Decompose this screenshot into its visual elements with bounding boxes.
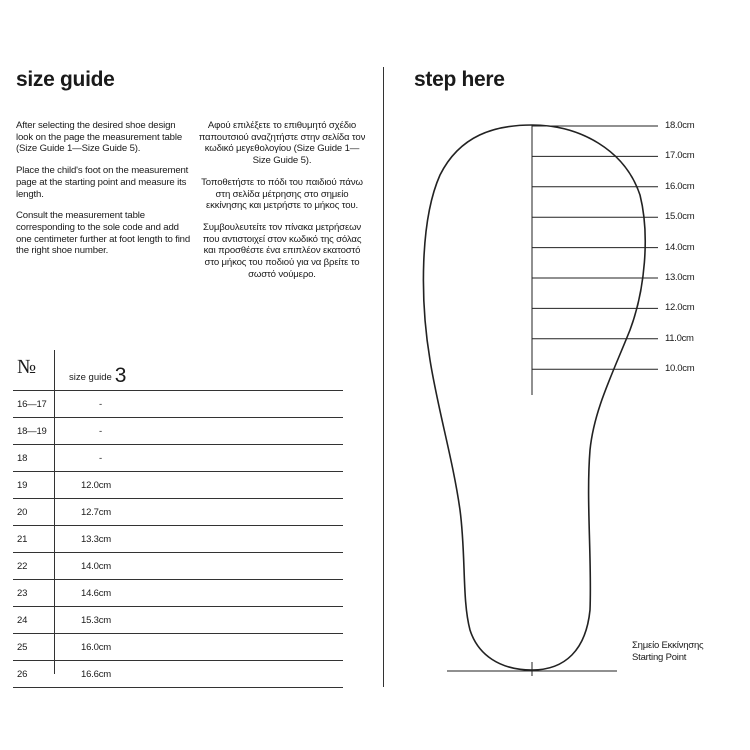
shoe-size-cell: 22 <box>17 561 28 572</box>
step-here-title: step here <box>414 68 505 91</box>
shoe-size-cell: 23 <box>17 588 28 599</box>
foot-length-cell: - <box>99 399 102 410</box>
instruction-paragraph: Αφού επιλέξετε το επιθυμητό σχέδιο παπουτσιού αναζητήστε στην σελίδα τον κωδικό μεγεθολογίου (Size Guide 1—Size Guide 5). <box>198 120 366 167</box>
shoe-size-cell: 21 <box>17 534 28 545</box>
ruler-tick-label: 11.0cm <box>665 332 694 344</box>
size-guide-number: 3 <box>114 364 127 387</box>
foot-length-cell: 14.6cm <box>81 588 111 599</box>
foot-length-cell: 14.0cm <box>81 561 111 572</box>
foot-length-cell: 12.0cm <box>81 480 111 491</box>
ruler-tick-label: 18.0cm <box>665 120 695 131</box>
ruler-tick-label: 14.0cm <box>665 241 695 253</box>
foot-length-cell: 15.3cm <box>81 615 111 626</box>
foot-length-cell: - <box>99 453 102 464</box>
shoe-size-cell: 18 <box>17 453 28 464</box>
starting-point-label: Σημείο Εκκίνησης Starting Point <box>632 640 704 663</box>
shoe-size-cell: 19 <box>17 480 28 491</box>
ruler-tick-label: 13.0cm <box>665 272 695 283</box>
ruler-tick-label: 17.0cm <box>665 150 695 162</box>
foot-length-cell: 16.6cm <box>81 669 111 680</box>
size-guide-title: size guide <box>16 68 115 91</box>
instruction-paragraph: Place the child's foot on the measurement page at the starting point and measure its length. <box>16 165 189 200</box>
foot-length-cell: 16.0cm <box>81 642 111 653</box>
instruction-paragraph: Consult the measurement table corresponding to the sole code and add one centimeter further at foot length to find the right shoe number. <box>16 210 191 257</box>
shoe-size-cell: 26 <box>17 669 28 680</box>
foot-outline <box>423 125 645 670</box>
instruction-paragraph: Τοποθετήστε το πόδι του παιδιού πάνω στη σελίδα μέτρησης στο σημείο εκκίνησης και μετρήστε το μήκος του. <box>201 176 363 212</box>
size-guide-column-header: size guide 3 <box>69 364 127 387</box>
ruler-tick-label: 15.0cm <box>665 211 695 223</box>
instruction-paragraph: After selecting the desired shoe design look on the page the measurement table (Size Guide 1—Size Guide 5). <box>16 120 183 155</box>
foot-length-cell: - <box>99 426 102 437</box>
shoe-size-cell: 18—19 <box>17 426 47 437</box>
ruler-tick-label: 16.0cm <box>665 180 695 192</box>
shoe-size-cell: 16—17 <box>17 399 47 410</box>
ruler-tick-label: 12.0cm <box>665 302 695 314</box>
number-column-header: № <box>17 356 37 378</box>
ruler-tick-label: 10.0cm <box>665 363 695 375</box>
instruction-paragraph: Συμβουλευτείτε τον πίνακα μετρήσεων που αντιστοιχεί στον κωδικό της σόλας και προσθέστε ένα επιπλέον εκατοστό στο μήκος του ποδιού για να βρείτε το σωστό νούμερο. <box>202 221 362 280</box>
shoe-size-cell: 20 <box>17 507 28 518</box>
foot-length-cell: 12.7cm <box>81 507 111 518</box>
shoe-size-cell: 24 <box>17 615 28 626</box>
shoe-size-cell: 25 <box>17 642 28 653</box>
foot-length-cell: 13.3cm <box>81 534 111 545</box>
